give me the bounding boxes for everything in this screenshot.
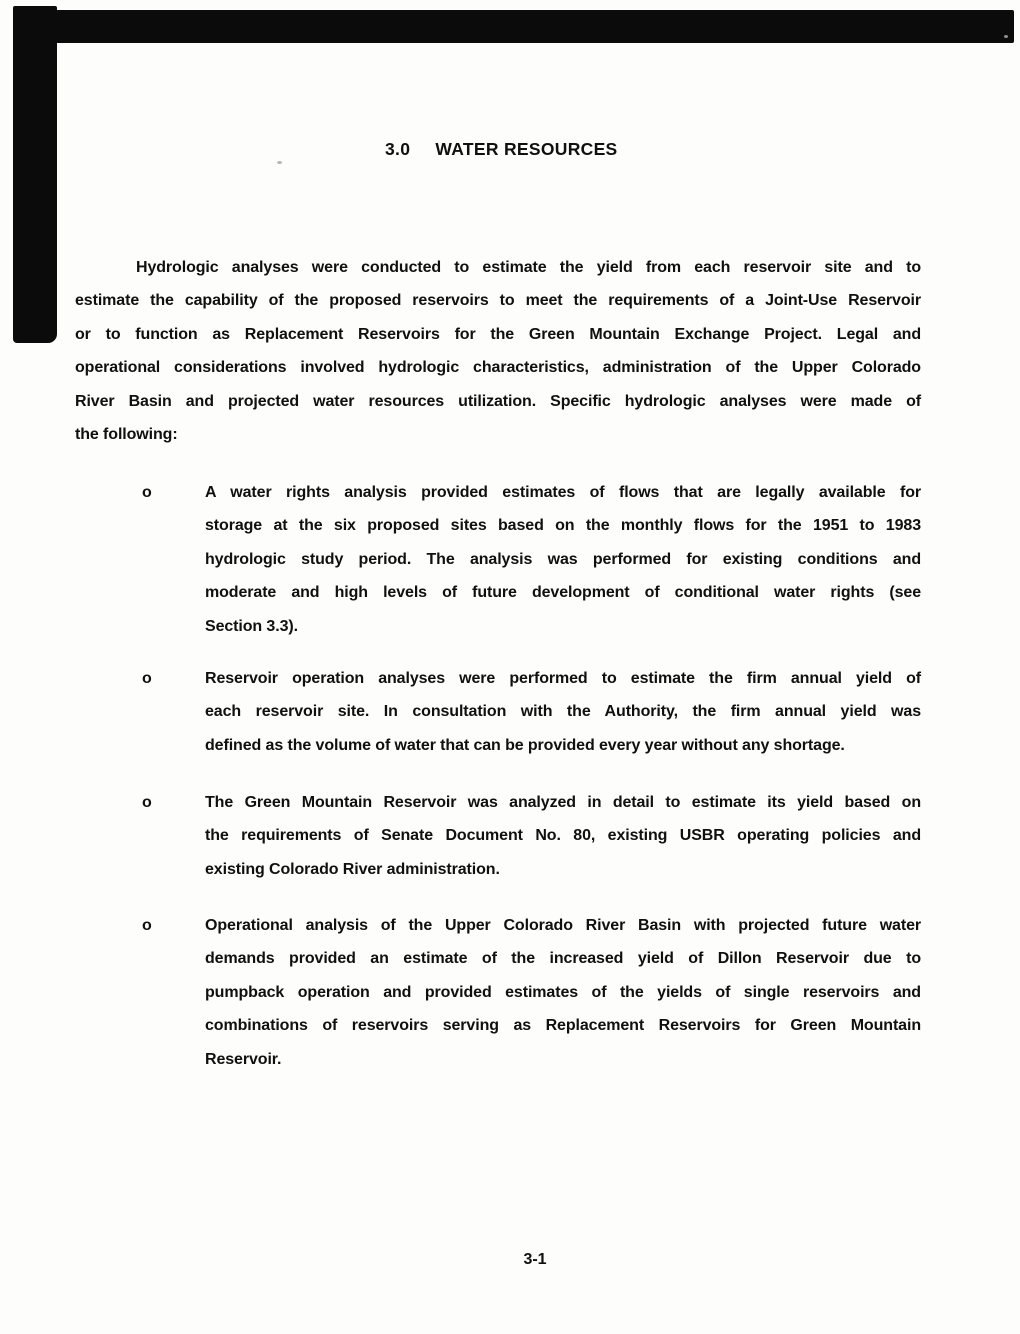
text-line: or to function as Replacement Reservoirs for the Green Mountain Exchange Project. Legal and bbox=[75, 325, 921, 343]
text-line: Reservoir operation analyses were performed to estimate the firm annual yield of bbox=[205, 670, 921, 687]
section-title: WATER RESOURCES bbox=[435, 139, 618, 159]
text-line: Section 3.3). bbox=[205, 617, 298, 635]
text-line: existing Colorado River administration. bbox=[205, 860, 500, 878]
text-line: hydrologic study period. The analysis was performed for existing conditions and bbox=[205, 550, 921, 568]
page-number: 3-1 bbox=[523, 1251, 547, 1268]
text-line: the following: bbox=[75, 426, 178, 444]
bullet-marker: o bbox=[142, 794, 152, 811]
bullet-item bbox=[142, 476, 921, 643]
text-line: moderate and high levels of future development of conditional water rights (see bbox=[205, 584, 921, 602]
text-line: pumpback operation and provided estimates of the yields of single reservoirs and bbox=[205, 983, 921, 1001]
bullet-marker: o bbox=[142, 917, 152, 934]
text-line: each reservoir site. In consultation with the Authority, the firm annual yield was bbox=[205, 703, 921, 721]
text-line: A water rights analysis provided estimates of flows that are legally available for bbox=[205, 484, 921, 501]
text-line: Operational analysis of the Upper Colorado River Basin with projected future water bbox=[205, 917, 921, 934]
text-line: operational considerations involved hydrologic characteristics, administration of the Upper Colorado bbox=[75, 359, 921, 377]
text-line: the requirements of Senate Document No. 80, existing USBR operating policies and bbox=[205, 827, 921, 845]
bullet-item bbox=[142, 662, 921, 762]
text-line: Reservoir. bbox=[205, 1050, 282, 1068]
text-line: combinations of reservoirs serving as Replacement Reservoirs for Green Mountain bbox=[205, 1017, 921, 1035]
bullet-marker: o bbox=[142, 484, 152, 501]
bullet-item bbox=[142, 786, 921, 886]
text-line: demands provided an estimate of the increased yield of Dillon Reservoir due to bbox=[205, 950, 921, 968]
text-line: River Basin and projected water resources utilization. Specific hydrologic analyses were made of bbox=[75, 392, 921, 410]
bullet-list bbox=[142, 0, 921, 1334]
bullet-text bbox=[205, 662, 921, 762]
bullet-text bbox=[205, 476, 921, 643]
text-line: defined as the volume of water that can be provided every year without any shortage. bbox=[205, 736, 845, 754]
bullet-text bbox=[205, 909, 921, 1076]
text-line: Hydrologic analyses were conducted to estimate the yield from each reservoir site and to bbox=[136, 259, 921, 276]
bullet-item bbox=[142, 909, 921, 1076]
text-line: The Green Mountain Reservoir was analyzed in detail to estimate its yield based on bbox=[205, 794, 921, 811]
bullet-marker: o bbox=[142, 670, 152, 687]
scan-speck bbox=[1004, 35, 1008, 38]
bullet-text bbox=[205, 786, 921, 886]
section-number: 3.0 bbox=[385, 139, 411, 159]
text-line: estimate the capability of the proposed reservoirs to meet the requirements of a Joint-Use Reservoir bbox=[75, 292, 921, 310]
scan-artifact-left-bar bbox=[13, 6, 57, 343]
text-line: storage at the six proposed sites based on the monthly flows for the 1951 to 1983 bbox=[205, 517, 921, 535]
